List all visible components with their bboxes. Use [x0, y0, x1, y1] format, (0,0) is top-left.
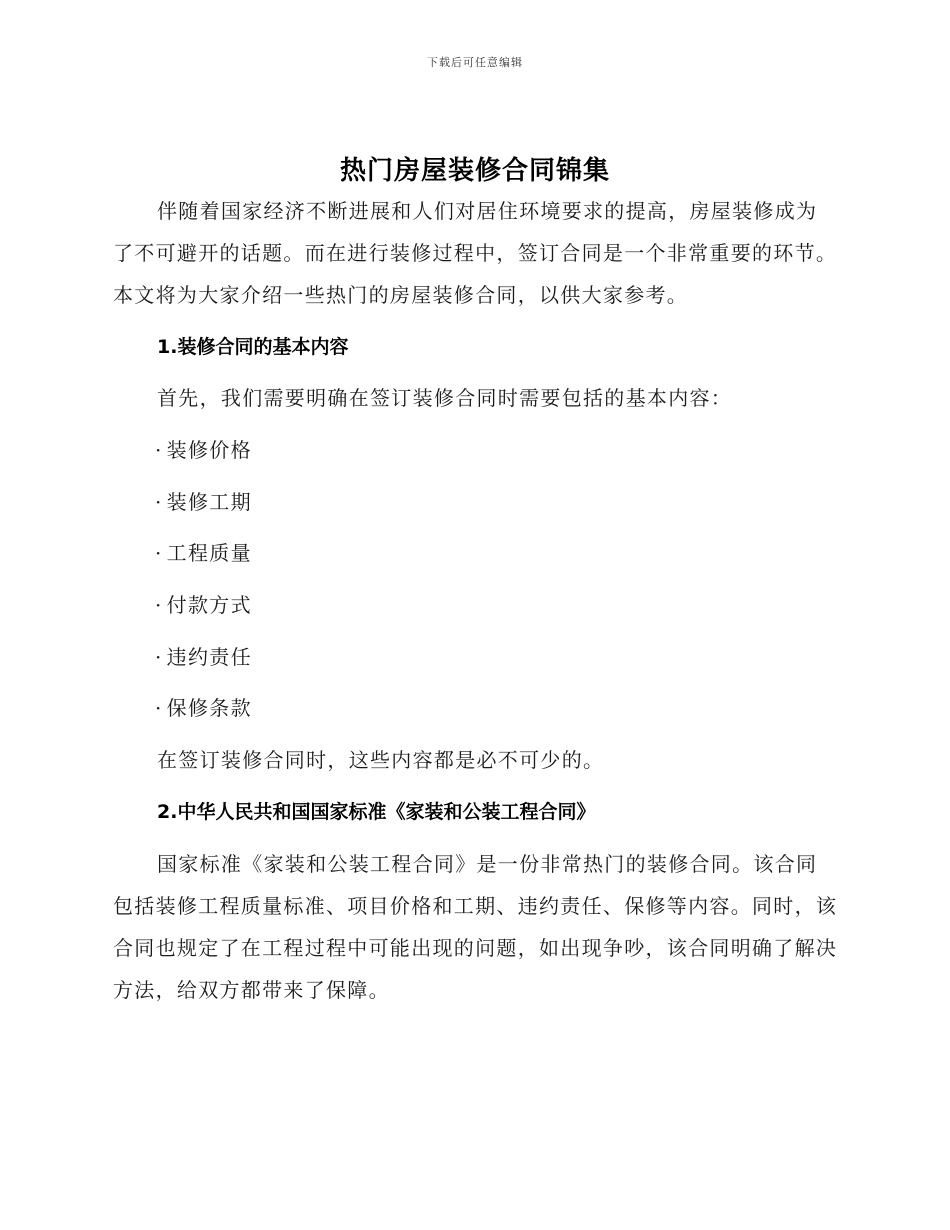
- list-item-label: 装修价格: [166, 438, 252, 462]
- list-item-label: 保修条款: [166, 696, 252, 720]
- list-item-label: 违约责任: [166, 645, 252, 669]
- list-item-label: 装修工期: [166, 490, 252, 514]
- page-title: 热门房屋装修合同锦集: [339, 156, 610, 186]
- header-note: 下载后可任意编辑: [427, 56, 523, 69]
- bullet-icon: ·: [155, 593, 163, 617]
- bullet-icon: ·: [155, 438, 163, 462]
- section2-paragraph: 国家标准《家装和公装工程合同》是一份非常热门的装修合同。该合同包括装修工程质量标准、项目价格和工期、违约责任、保修等内容。同时，该合同也规定了在工程过程中可能出现的问题，如出现争吵，该合同明确了解决方法，给双方都带来了保障。: [113, 852, 838, 1002]
- list-item: [155, 642, 252, 672]
- list-item: [155, 538, 252, 568]
- list-item: [155, 487, 252, 517]
- bullet-icon: ·: [155, 541, 163, 565]
- bullet-icon: ·: [155, 490, 163, 514]
- intro-paragraph: 伴随着国家经济不断进展和人们对居住环境要求的提高，房屋装修成为了不可避开的话题。而在进行装修过程中，签订合同是一个非常重要的环节。本文将为大家介绍一些热门的房屋装修合同，以供大家参考。: [113, 199, 838, 307]
- list-item-label: 工程质量: [166, 541, 252, 565]
- list-item: [155, 693, 252, 723]
- list-item: [155, 590, 252, 620]
- section1-closing: 在签订装修合同时，这些内容都是必不可少的。: [157, 748, 605, 772]
- section1-heading: 1.装修合同的基本内容: [157, 336, 349, 358]
- section2-heading: 2.中华人民共和国国家标准《家装和公装工程合同》: [157, 801, 596, 823]
- list-item: [155, 435, 252, 465]
- bullet-icon: ·: [155, 696, 163, 720]
- section1-lead: 首先，我们需要明确在签订装修合同时需要包括的基本内容：: [157, 386, 733, 410]
- bullet-icon: ·: [155, 645, 163, 669]
- list-item-label: 付款方式: [166, 593, 252, 617]
